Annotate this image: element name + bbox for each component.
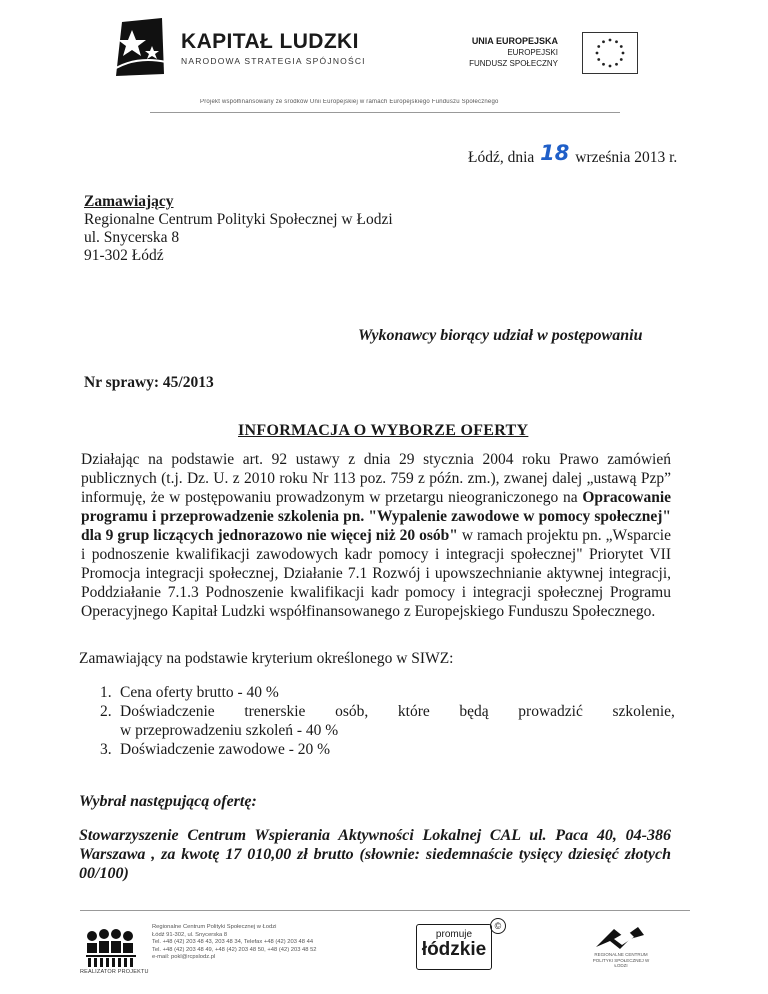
criteria-text: Doświadczenie zawodowe - 20 %: [120, 741, 331, 758]
document-title: INFORMACJA O WYBORZE OFERTY: [238, 422, 529, 439]
eu-star: [602, 63, 605, 66]
footer-contact: [152, 924, 317, 962]
eu-star: [620, 58, 623, 61]
eu-star: [596, 52, 599, 55]
eu-star: [622, 52, 625, 55]
contact-line: Tel. +48 (42) 203 48 49, +48 (42) 203 48 50, +48 (42) 203 48 52: [152, 946, 317, 953]
body-bold-subject: Opracowanie programu i przeprowadzenie szkolenia pn. "Wypalenie zawodowe w pomocy społecznej" dla 9 grup liczących jednorazowo nie więcej niż 20 osób": [81, 489, 671, 544]
criteria-text-continued: w przeprowadzeniu szkoleń - 40 %: [120, 722, 339, 739]
contact-line: Łódź 91-302, ul. Snycerska 8: [152, 931, 228, 938]
word: trenerskie: [244, 703, 306, 720]
promuje-lodzkie-logo: [416, 924, 492, 970]
word: Doświadczenie: [120, 703, 215, 720]
word: będą: [459, 703, 489, 720]
criteria-list: [100, 683, 675, 759]
contact-line: e-mail: pokl@rcpslodz.pl: [152, 954, 216, 960]
copyright-icon: ©: [490, 918, 506, 934]
word: osób,: [335, 703, 369, 720]
orderer-line-3: 91-302 Łódź: [84, 247, 164, 264]
orderer-line-2: ul. Snycerska 8: [84, 229, 180, 246]
criteria-intro: Zamawiający na podstawie kryterium określonego w SIWZ:: [79, 650, 454, 667]
project-realizer-logo: [82, 918, 140, 968]
date-day-handwritten: 18: [540, 141, 570, 165]
kapital-ludzki-logo: [108, 16, 172, 78]
eu-line-1: UNIA EUROPEJSKA: [471, 36, 558, 46]
criteria-item: [100, 702, 675, 740]
eu-star: [615, 40, 618, 43]
eu-line-2: EUROPEJSKI: [507, 48, 558, 57]
eu-star: [609, 39, 612, 42]
criteria-text-spread: [120, 702, 675, 721]
contact-line: Tel. +48 (42) 203 48 43, 203 48 34, Telefax +48 (42) 203 48 44: [152, 939, 314, 945]
eu-line-3: FUNDUSZ SPOŁECZNY: [469, 59, 558, 68]
logo-caption: REALIZATOR PROJEKTU: [80, 969, 149, 975]
case-number: Nr sprawy: 45/2013: [84, 374, 214, 391]
date-suffix: września 2013 r.: [575, 149, 678, 166]
selected-offer-label: Wybrał następującą ofertę:: [79, 793, 257, 810]
body-part-1: Działając na podstawie art. 92 ustawy z dnia 29 stycznia 2004 roku Prawo zamówień publicznych (t.j. Dz. U. z 2010 roku Nr 113 poz. 759 z późn. zm.), zwanej dalej „ustawą Pzp” informuję, że w postępowaniu prowadzonym w przetargu nieograniczonego na: [81, 451, 671, 506]
rcps-caption: REGIONALNE CENTRUM POLITYKI SPOŁECZNEJ W ŁODZI: [592, 952, 650, 968]
criteria-number: 2.: [100, 703, 112, 720]
program-name: KAPITAŁ LUDZKI: [181, 30, 359, 53]
criteria-item: [100, 740, 675, 759]
word: które: [397, 703, 430, 720]
rcps-logo: [594, 925, 646, 951]
header-divider: [150, 112, 620, 113]
criteria-number: 3.: [100, 741, 112, 758]
criteria-number: 1.: [100, 684, 112, 701]
eu-flag-icon: [582, 32, 638, 74]
eu-star: [602, 40, 605, 43]
orderer-line-1: Regionalne Centrum Polityki Społecznej w Łodzi: [84, 211, 393, 228]
winning-offer: Stowarzyszenie Centrum Wspierania Aktywności Lokalnej CAL ul. Paca 40, 04-386 Warszawa , za kwotę 17 010,00 zł brutto (słownie: siedemnaście tysięcy dziesięć złotych 00/100): [79, 827, 671, 882]
date-line: [468, 143, 677, 167]
body-part-2: w ramach projektu pn. „Wsparcie i podnoszenie kwalifikacji zawodowych kadr pomocy i integracji społecznej" Priorytet VII Promocja integracji społecznej, Działanie 7.1 Rozwój i upowszechnianie aktywnej integracji, Poddziałanie 7.1.3 Podnoszenie kwalifikacji kadr pomocy i integracji społecznej Programu Operacyjnego Kapitał Ludzki współfinansowanego z Europejskiego Funduszu Społecznego.: [81, 527, 671, 620]
eu-star: [620, 45, 623, 48]
criteria-item: [100, 683, 675, 702]
date-prefix: Łódź, dnia: [468, 149, 535, 166]
eu-star: [615, 63, 618, 66]
lodzkie-label: łódzkie: [421, 939, 487, 960]
program-subtitle: NARODOWA STRATEGIA SPÓJNOŚCI: [181, 56, 366, 66]
eu-star: [597, 45, 600, 48]
orderer-address: [84, 193, 393, 265]
recipients: Wykonawcy biorący udział w postępowaniu: [358, 327, 643, 344]
promuje-label: promuje: [435, 929, 473, 940]
eu-text: [469, 36, 558, 69]
project-cofinancing-line: Projekt współfinansowany ze środków Unii Europejskiej w ramach Europejskiego Funduszu Społecznego: [200, 99, 499, 105]
criteria-text: Cena oferty brutto - 40 %: [120, 684, 279, 701]
word: szkolenie,: [612, 703, 675, 720]
orderer-heading: Zamawiający: [84, 193, 174, 210]
eu-star: [597, 58, 600, 61]
eu-star: [609, 65, 612, 68]
footer-divider: [80, 910, 690, 911]
word: prowadzić: [518, 703, 583, 720]
body-paragraph: [81, 450, 671, 621]
contact-line: Regionalne Centrum Polityki Społecznej w Łodzi: [152, 924, 277, 930]
